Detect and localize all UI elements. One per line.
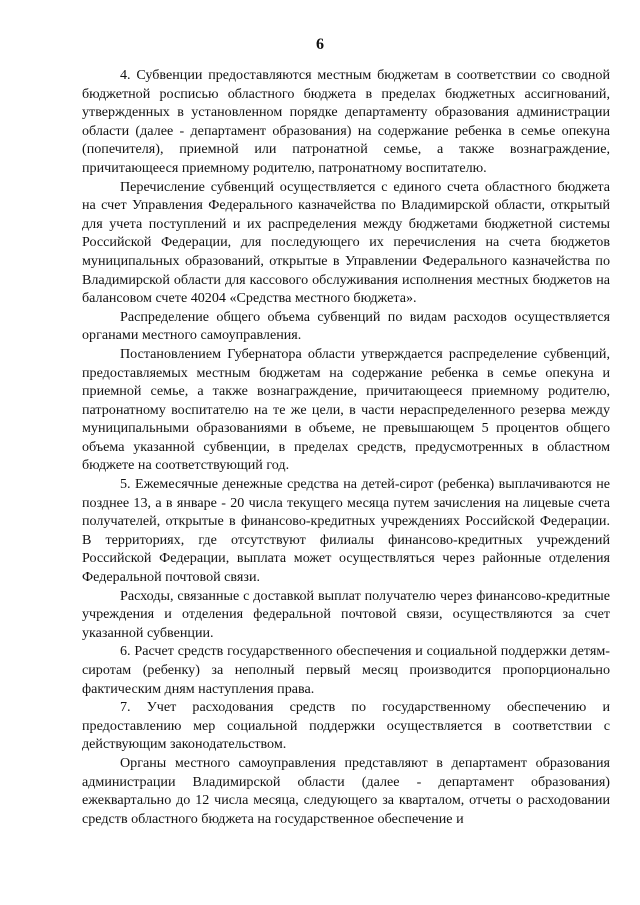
paragraph-reporting: Органы местного самоуправления представляют в департамент образования администрации Владимирской области (далее - департамент образования) ежеквартально до 12 числа месяца, следующего за кварталом, отчеты о расходовании средств областного бюджета на государственное обеспечение и [82,754,610,827]
paragraph-delivery-costs: Расходы, связанные с доставкой выплат получателю через финансово-кредитные учреждения и отделения федеральной почтовой связи, осуществляются за счет указанной субвенции. [82,587,610,641]
paragraph-distribution: Распределение общего объема субвенций по видам расходов осуществляется органами местного самоуправления. [82,308,610,344]
paragraph-calculation: 6. Расчет средств государственного обеспечения и социальной поддержки детям-сиротам (ребенку) за неполный первый месяц производится пропорционально фактическим дням наступления права. [82,643,610,697]
paragraph-subventions: 4. Субвенции предоставляются местным бюджетам в соответствии со сводной бюджетной росписью областного бюджета в пределах бюджетных ассигнований, утвержденных в установленном порядке департаменту образования администрации области (далее - департамент образования) на содержание ребенка в семье опекуна (попечителя), приемной или патронатной семье, а также вознаграждение, причитающееся приемному родителю, патронатному воспитателю. [82,67,610,176]
paragraph-governor-resolution: Постановлением Губернатора области утверждается распределение субвенций, предоставляемых местным бюджетам на содержание ребенка в семье опекуна и приемной семье, а также вознаграждение, причитающееся приемному родителю, патронатному воспитателю на те же цели, в части нераспределенного резерва между муниципальными образованиями в объеме, не превышающем 5 процентов общего объема указанной субвенции, в пределах средств, предусмотренных в областном бюджете на соответствующий год. [82,345,610,474]
paragraph-monthly-payments: 5. Ежемесячные денежные средства на детей-сирот (ребенка) выплачиваются не позднее 13, а в январе - 20 числа текущего месяца путем зачисления на лицевые счета получателей, открытые в финансово-кредитных учреждениях Российской Федерации. В территориях, где отсутствуют филиалы финансово-кредитных учреждений Российской Федерации, выплата может осуществляться через районные отделения Федеральной почтовой связи. [82,476,610,586]
paragraph-accounting: 7. Учет расходования средств по государственному обеспечению и предоставлению мер социальной поддержки осуществляется в соответствии с действующим законодательством. [82,699,610,753]
page-number: 6 [316,36,324,53]
paragraph-transfer: Перечисление субвенций осуществляется с единого счета областного бюджета на счет Управления Федерального казначейства по Владимирской области, открытый для учета поступлений и их распределения между бюджетами бюджетной системы Российской Федерации, для последующего их перечисления на счета бюджетов муниципальных образований, открытые в Управлении Федерального казначейства по Владимирской области для кассового обслуживания исполнения местных бюджетов на балансовом счете 40204 «Средства местного бюджета». [82,178,610,307]
document-body [82,66,610,828]
